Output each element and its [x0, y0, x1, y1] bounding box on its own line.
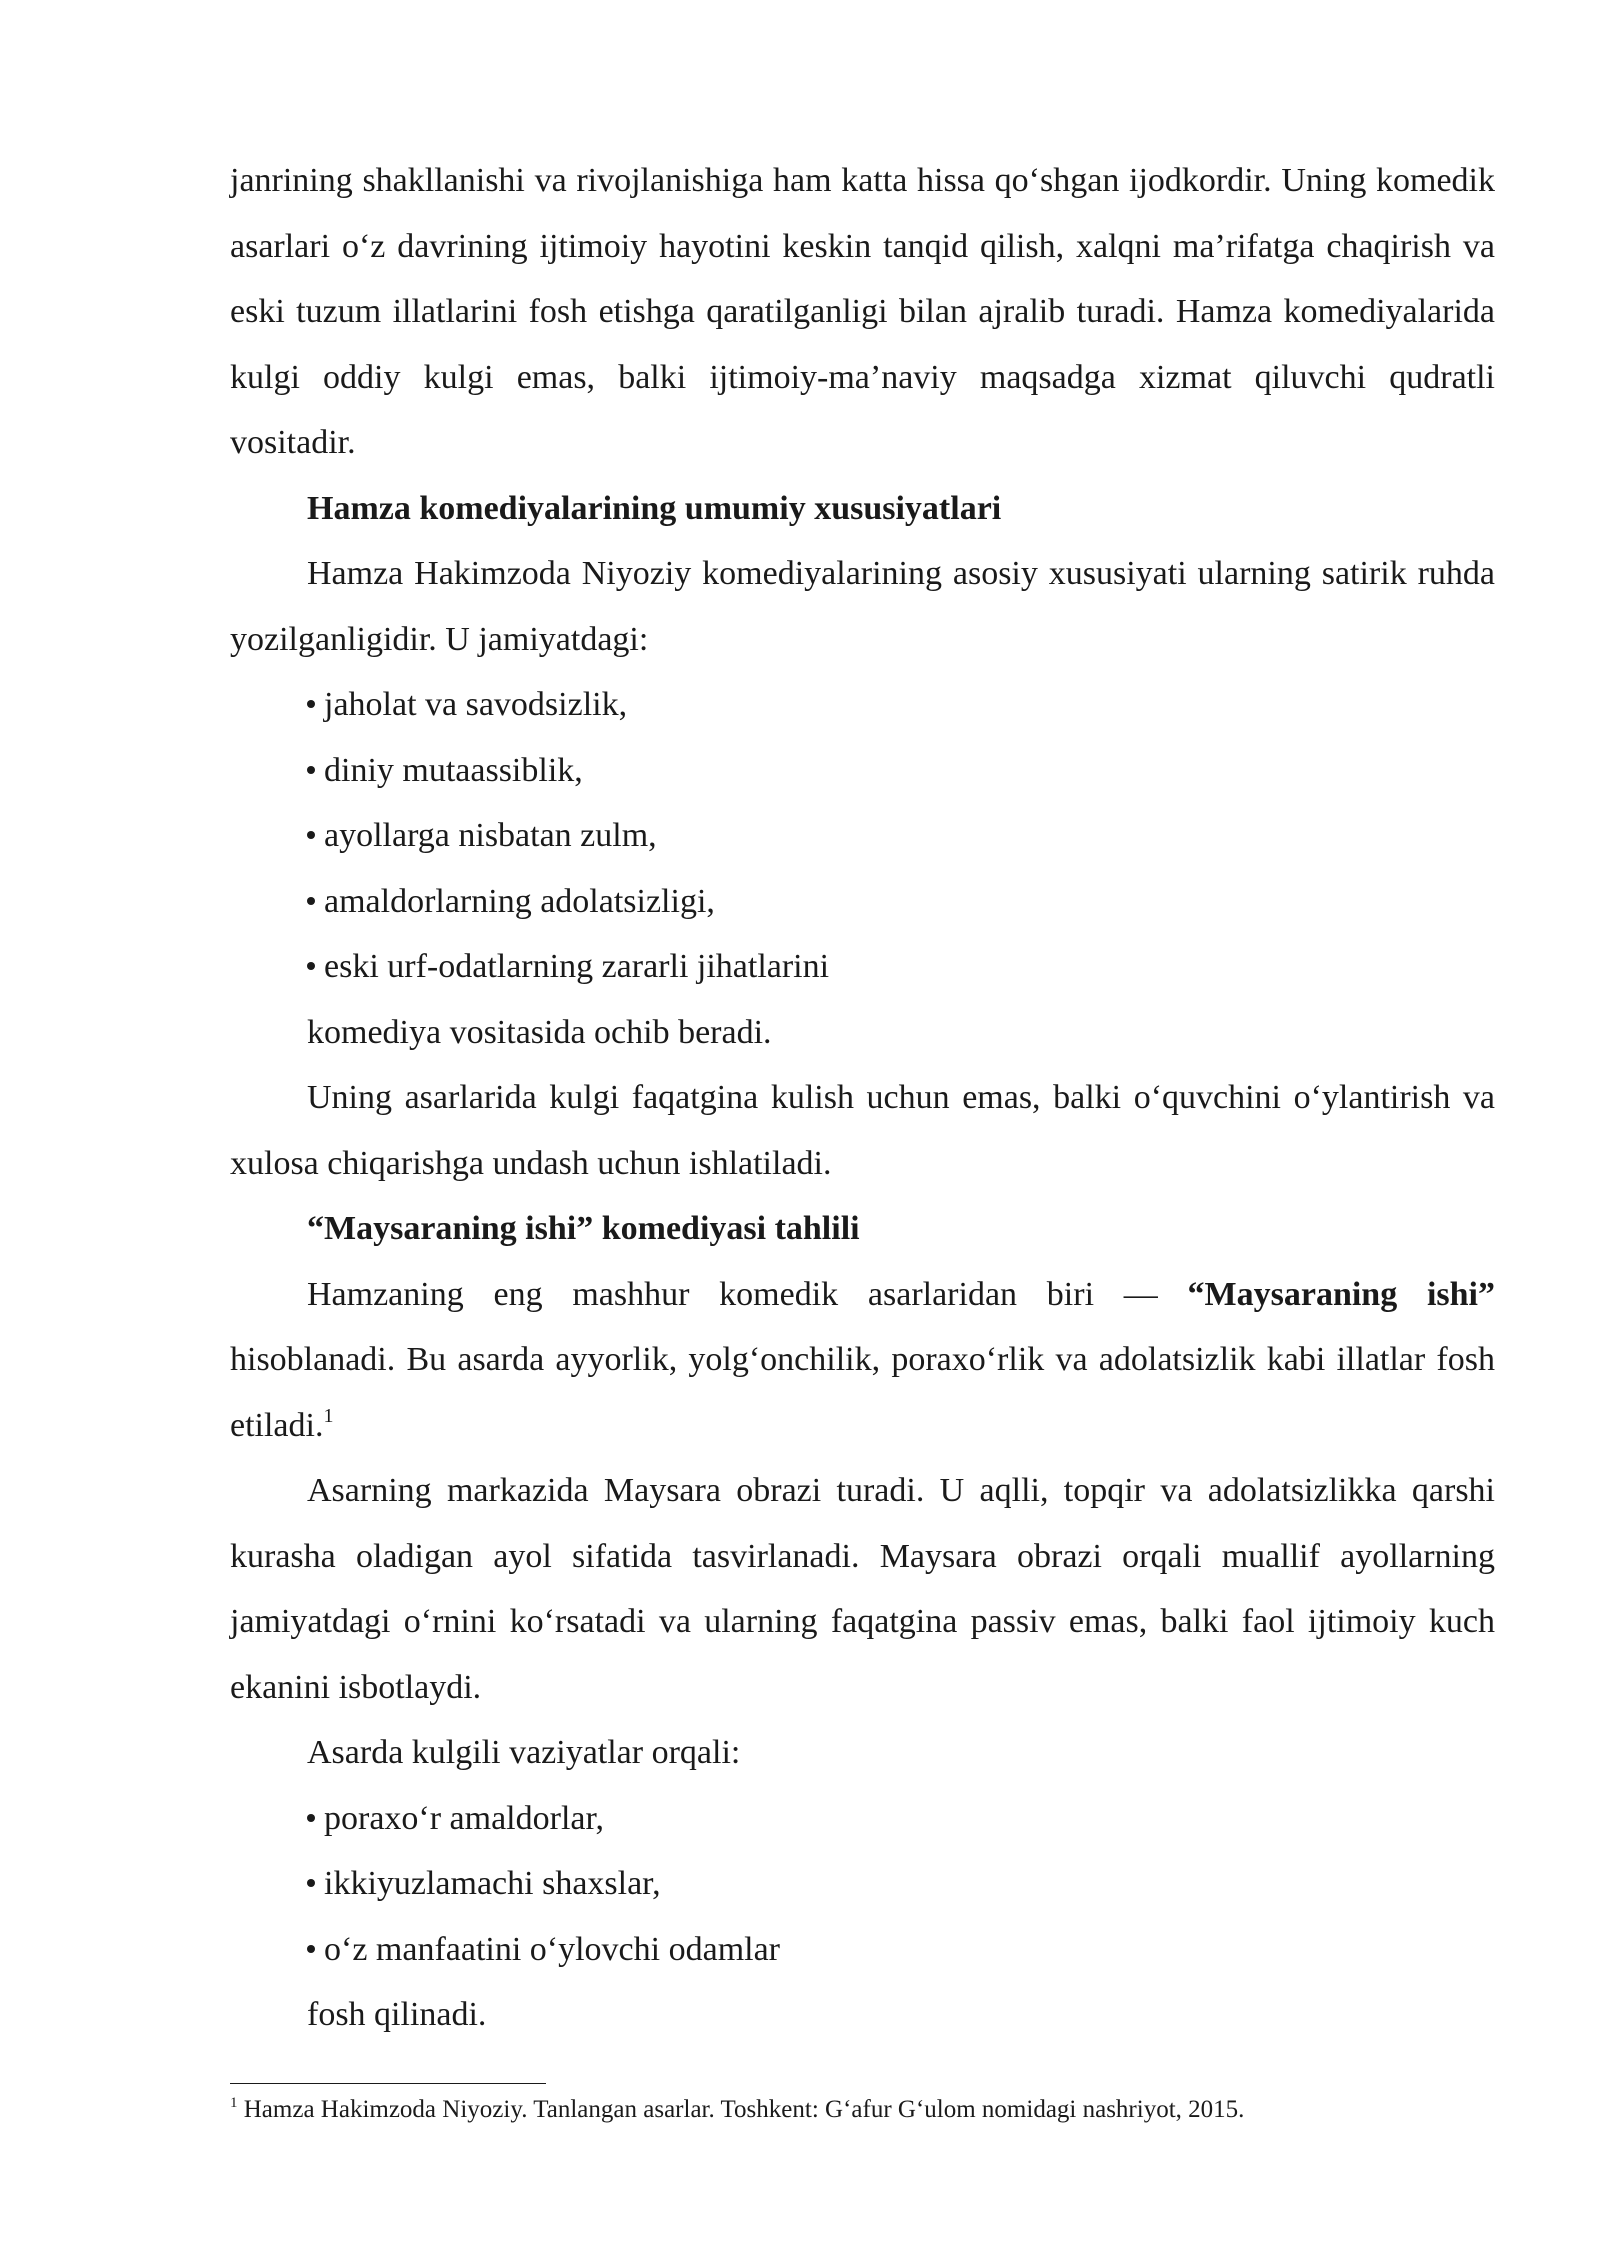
footnote-reference[interactable]: 1 [323, 1404, 334, 1427]
footnote-text: Hamza Hakimzoda Niyoziy. Tanlangan asarlar. Toshkent: G‘afur G‘ulom nomidagi nashriyot, 2015. [237, 2096, 1245, 2123]
vices-list [230, 672, 1495, 1000]
list-item: poraxo‘r amaldorlar, [307, 1786, 1495, 1852]
work-title: “Maysaraning ishi” [1187, 1275, 1495, 1313]
footnote [230, 2094, 1495, 2126]
after-list-line: komediya vositasida ochib beradi. [307, 1013, 772, 1051]
bullet-icon [307, 1814, 315, 1822]
list-item: diniy mutaassiblik, [307, 738, 1495, 804]
bullet-icon [307, 1945, 315, 1953]
intro-paragraph: janrining shakllanishi va rivojlanishiga ham katta hissa qo‘shgan ijodkordir. Uning komedik asarlari o‘z davrining ijtimoiy hayotini keskin tanqid qilish, xalqni ma’rifatga chaqirish va eski tuzum illatlarini fosh etishga qaratilganligi bilan ajralib turadi. Hamza komediyalarida kulgi oddiy kulgi emas, balki ijtimoiy-ma’naviy maqsadga xizmat qiluvchi qudratli vositadir. [230, 162, 1495, 461]
bullet-icon [307, 766, 315, 774]
features-intro-paragraph: Hamza Hakimzoda Niyoziy komediyalarining asosiy xususiyati ularning satirik ruhda yozilganligidir. U jamiyatdagi: [230, 555, 1495, 658]
list-item: o‘z manfaatini o‘ylovchi odamlar [307, 1917, 1495, 1983]
section-heading-general-features: Hamza komediyalarining umumiy xususiyatlari [307, 489, 1002, 527]
list-item: eski urf-odatlarning zararli jihatlarini [307, 934, 1495, 1000]
bullet-icon [307, 700, 315, 708]
humor-purpose-paragraph: Uning asarlarida kulgi faqatgina kulish uchun emas, balki o‘quvchini o‘ylantirish va xulosa chiqarishga undash uchun ishlatiladi. [230, 1079, 1495, 1182]
bullet-icon [307, 1879, 315, 1887]
list-item: ayollarga nisbatan zulm, [307, 803, 1495, 869]
exposed-types-list [230, 1786, 1495, 1983]
footnote-number: 1 [230, 2095, 238, 2111]
bullet-icon [307, 831, 315, 839]
footnote-separator [230, 2083, 546, 2084]
bullet-icon [307, 962, 315, 970]
after-list-line: fosh qilinadi. [307, 1996, 487, 2033]
list-item: ikkiyuzlamachi shaxslar, [307, 1851, 1495, 1917]
list-item: jaholat va savodsizlik, [307, 672, 1495, 738]
section-heading-maysara-analysis: “Maysaraning ishi” komediyasi tahlili [307, 1210, 860, 1247]
maysara-character-paragraph: Asarning markazida Maysara obrazi turadi. U aqlli, topqir va adolatsizlikka qarshi kurasha oladigan ayol sifatida tasvirlanadi. Maysara obrazi orqali muallif ayollarning jamiyatdagi o‘rnini ko‘rsatadi va ularning faqatgina passiv emas, balki faol ijtimoiy kuch ekanini isbotlaydi. [230, 1472, 1495, 1706]
bullet-icon [307, 897, 315, 905]
list-item: amaldorlarning adolatsizligi, [307, 869, 1495, 935]
maysara-intro-paragraph: Hamzaning eng mashhur komedik asarlaridan biri — “Maysaraning ishi” hisoblanadi. Bu asarda ayyorlik, yolg‘onchilik, poraxo‘rlik va adolatsizlik kabi illatlar fosh etiladi.$^1$ [230, 1275, 1495, 1444]
document-page [230, 148, 1495, 2048]
comic-situations-paragraph: Asarda kulgili vaziyatlar orqali: [307, 1734, 741, 1771]
